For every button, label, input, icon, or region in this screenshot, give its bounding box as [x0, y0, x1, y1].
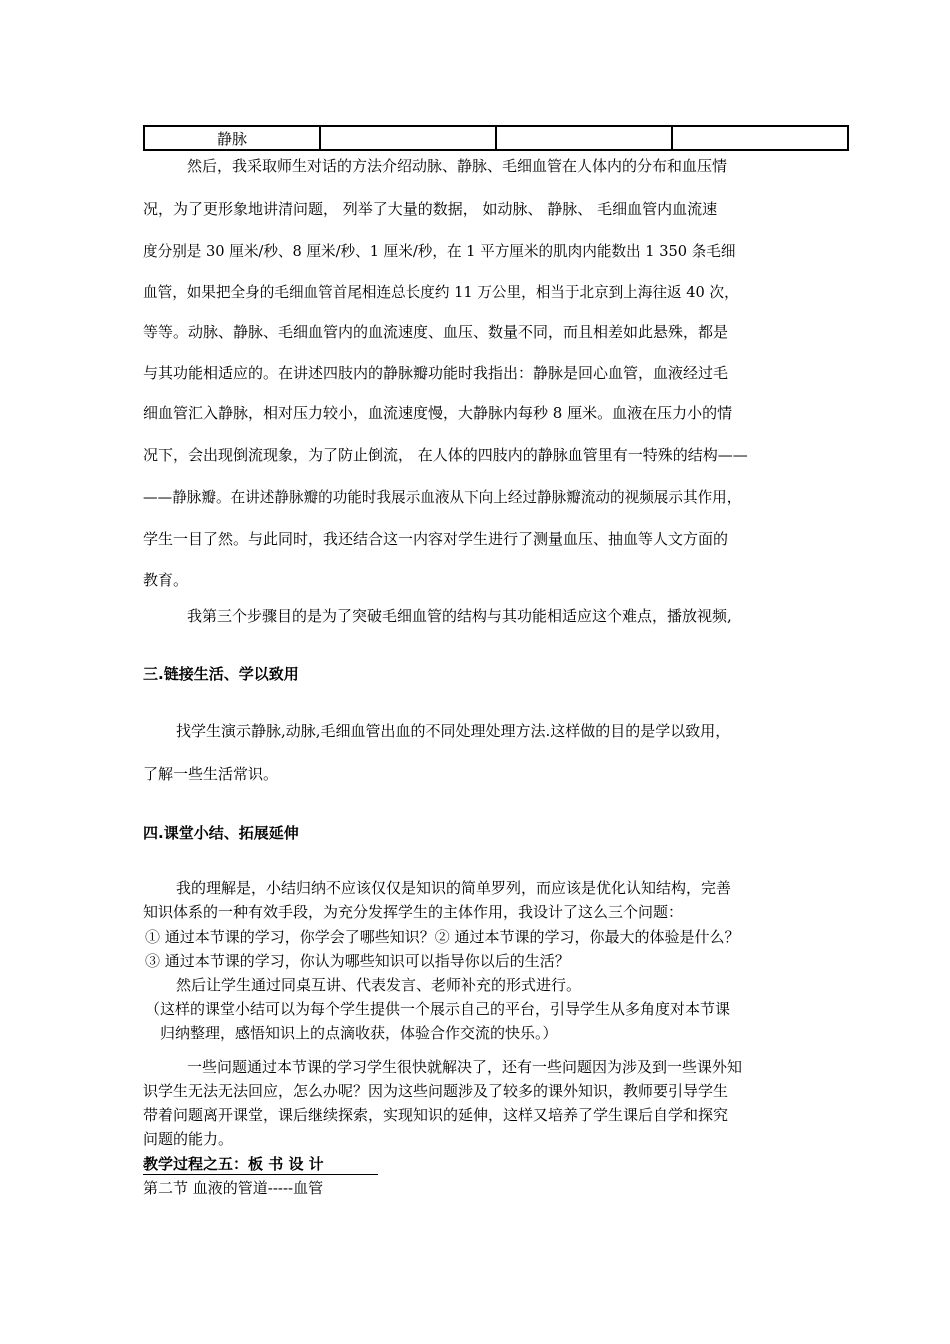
- table-cell: [672, 126, 848, 150]
- paragraph-line: 找学生演示静脉,动脉,毛细血管出血的不同处理处理方法.这样做的目的是学以致用，: [176, 722, 731, 740]
- paragraph-line: 然后，我采取师生对话的方法介绍动脉、静脉、毛细血管在人体内的分布和血压情: [187, 157, 728, 175]
- paragraph-line: ① 通过本节课的学习，你学会了哪些知识？② 通过本节课的学习，你最大的体验是什么？: [145, 928, 740, 946]
- paragraph-line: 带着问题离开课堂，课后继续探索，实现知识的延伸，这样又培养了学生课后自学和探究: [143, 1106, 729, 1124]
- paragraph-line: 一些问题通过本节课的学习学生很快就解决了，还有一些问题因为涉及到一些课外知: [187, 1058, 743, 1076]
- paragraph-line: 等等。动脉、静脉、毛细血管内的血流速度、血压、数量不同，而且相差如此悬殊，都是: [143, 323, 729, 341]
- paragraph-line: 我第三个步骤目的是为了突破毛细血管的结构与其功能相适应这个难点，播放视频,: [187, 607, 732, 625]
- paragraph-line: 知识体系的一种有效手段，为充分发挥学生的主体作用，我设计了这么三个问题：: [143, 903, 684, 921]
- section-heading: 教学过程之五：板 书 设 计: [143, 1153, 378, 1175]
- paragraph-line: ——静脉瓣。在讲述静脉瓣的功能时我展示血液从下向上经过静脉瓣流动的视频展示其作用，: [143, 489, 742, 506]
- table-cell: [496, 126, 672, 150]
- vein-table: [143, 125, 849, 151]
- table-cell: 静脉: [144, 126, 320, 150]
- paragraph-line: 然后让学生通过同桌互讲、代表发言、老师补充的形式进行。: [176, 976, 582, 994]
- paragraph-line: 识学生无法无法回应，怎么办呢？因为这些问题涉及了较多的课外知识，教师要引导学生: [143, 1082, 729, 1100]
- paragraph-line: 度分别是 30 厘米/秒、8 厘米/秒、1 厘米/秒，在 1 平方厘米的肌肉内能数出 1 350 条毛细: [143, 243, 736, 260]
- paragraph-line: 问题的能力。: [143, 1130, 234, 1148]
- paragraph-line: 教育。: [143, 571, 189, 589]
- paragraph-line: 细血管汇入静脉，相对压力较小，血流速度慢，大静脉内每秒 8 厘米。血液在压力小的情: [143, 404, 733, 422]
- paragraph-line: 与其功能相适应的。在讲述四肢内的静脉瓣功能时我指出：静脉是回心血管，血液经过毛: [143, 364, 729, 382]
- paragraph-line: 况，为了更形象地讲清问题， 列举了大量的数据， 如动脉、 静脉、 毛细血管内血流速: [143, 200, 718, 218]
- paragraph-line: ③ 通过本节课的学习，你认为哪些知识可以指导你以后的生活？: [145, 952, 570, 970]
- paragraph-line: 我的理解是，小结归纳不应该仅仅是知识的简单罗列，而应该是优化认知结构，完善: [176, 879, 732, 897]
- paragraph-line: 学生一目了然。与此同时，我还结合这一内容对学生进行了测量血压、抽血等人文方面的: [143, 530, 729, 548]
- paragraph-line: 了解一些生活常识。: [143, 765, 279, 783]
- paragraph-line: 血管，如果把全身的毛细血管首尾相连总长度约 11 万公里，相当于北京到上海往返 40 次，: [143, 284, 739, 301]
- paragraph-line: 况下，会出现倒流现象，为了防止倒流， 在人体的四肢内的静脉血管里有一特殊的结构——: [143, 446, 748, 464]
- table-row: [144, 126, 848, 150]
- paragraph-line: 归纳整理，感悟知识上的点滴收获，体验合作交流的快乐。）: [160, 1024, 558, 1042]
- paragraph-line: （这样的课堂小结可以为每个学生提供一个展示自己的平台，引导学生从多角度对本节课: [145, 1000, 731, 1018]
- section-heading: 三.链接生活、学以致用: [143, 665, 299, 683]
- board-subtitle: 第二节 血液的管道-----血管: [143, 1179, 324, 1197]
- section-heading: 四.课堂小结、拓展延伸: [143, 824, 299, 842]
- table-cell: [320, 126, 496, 150]
